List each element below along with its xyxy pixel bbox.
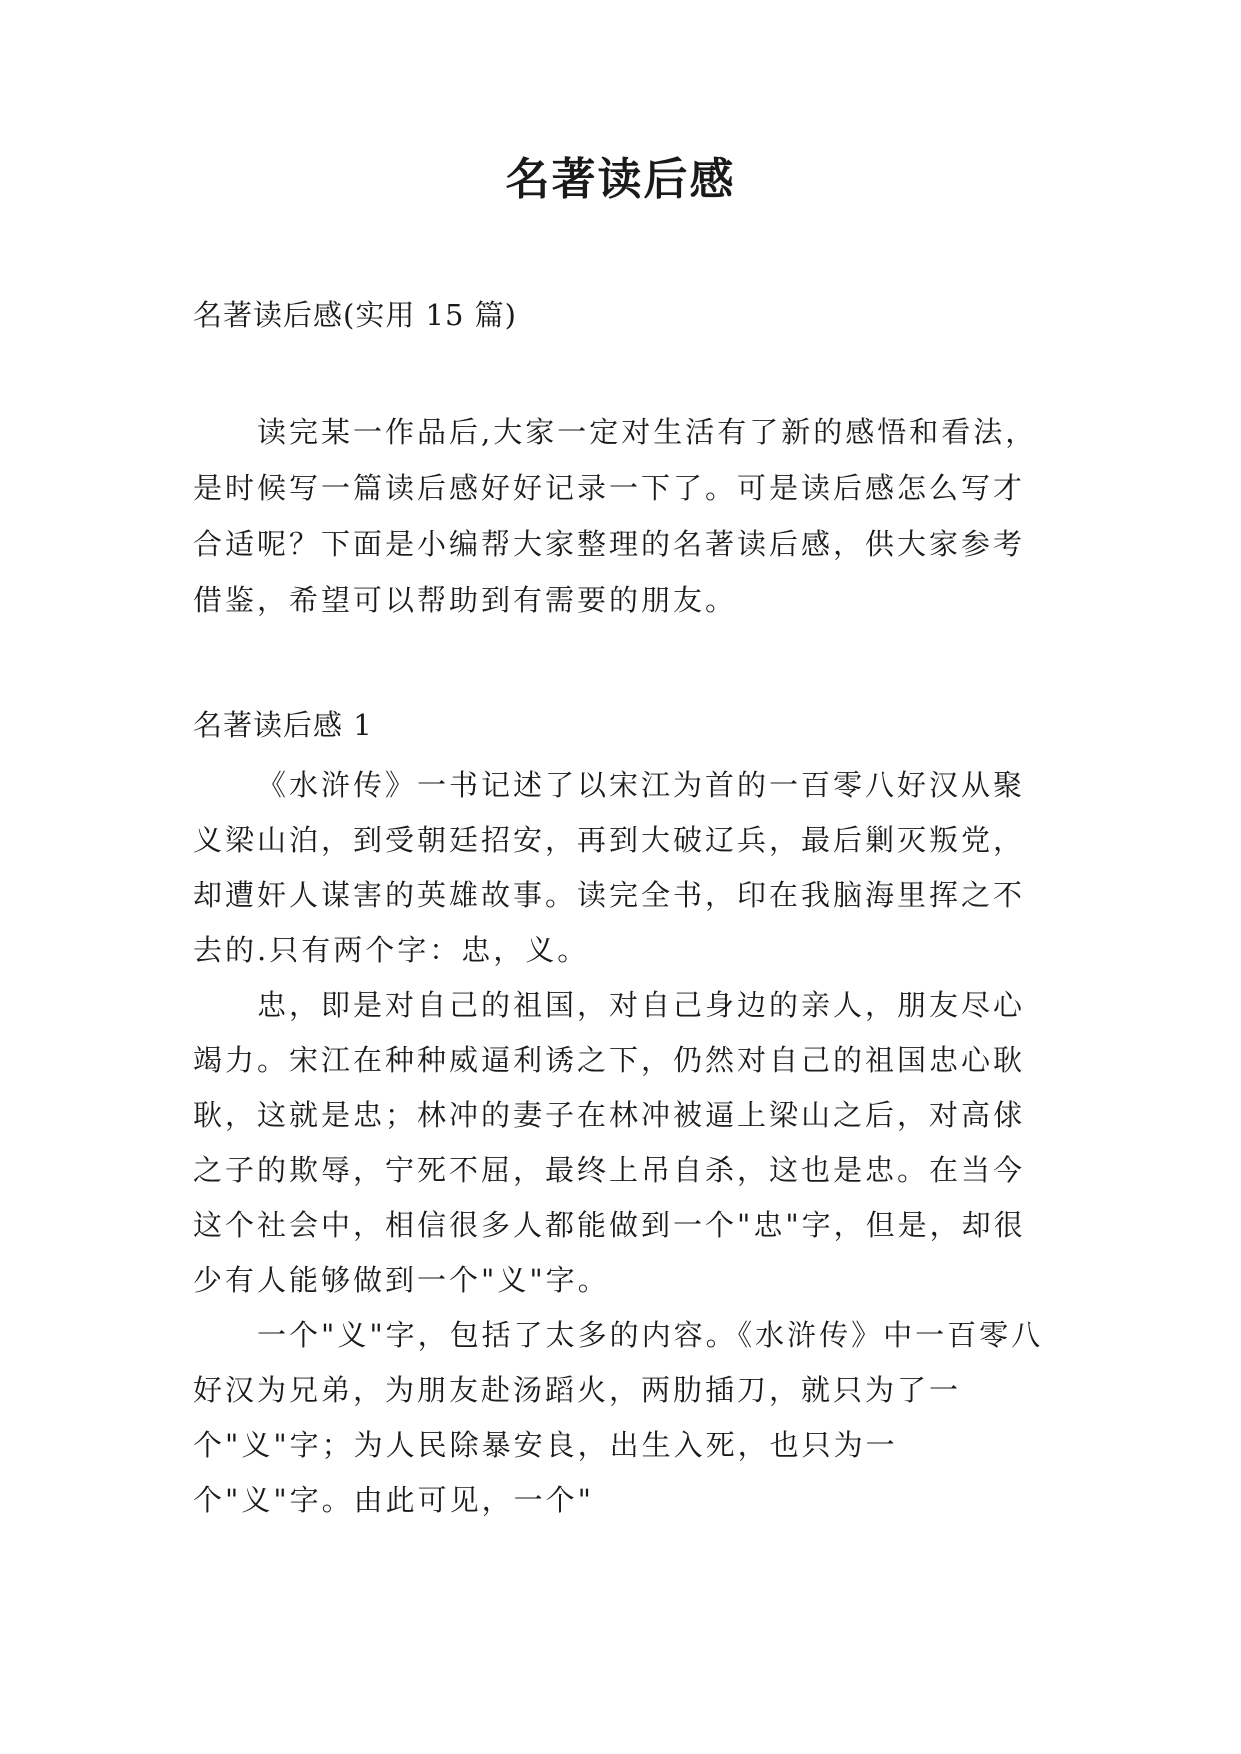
- body-paragraph-3: 一个"义"字，包括了太多的内容。《水浒传》中一百零八好汉为兄弟，为朋友赴汤蹈火，两肋插刀，就只为了一个"义"字；为人民除暴安良，出生入死，也只为一个"义"字。由此可见，一个": [193, 1318, 1044, 1517]
- document-subtitle: 名著读后感(实用 15 篇): [193, 298, 517, 332]
- intro-paragraph: 读完某一作品后,大家一定对生活有了新的感悟和看法，是时候写一篇读后感好好记录一下了。可是读后感怎么写才合适呢？下面是小编帮大家整理的名著读后感，供大家参考借鉴，希望可以帮助到有需要的朋友。: [193, 415, 1038, 617]
- section-heading: 名著读后感 1: [193, 708, 373, 742]
- section-body: [193, 758, 1053, 1528]
- body-paragraph-1: 《水浒传》一书记述了以宋江为首的一百零八好汉从聚义梁山泊，到受朝廷招安，再到大破辽兵，最后剿灭叛党，却遭奸人谋害的英雄故事。读完全书，印在我脑海里挥之不去的.只有两个字：忠，义。: [193, 768, 1026, 967]
- body-paragraph-2: 忠，即是对自己的祖国，对自己身边的亲人，朋友尽心竭力。宋江在种种威逼利诱之下，仍然对自己的祖国忠心耿耿，这就是忠；林冲的妻子在林冲被逼上梁山之后，对高俅之子的欺辱，宁死不屈，最终上吊自杀，这也是忠。在当今这个社会中，相信很多人都能做到一个"忠"字，但是，却很少有人能够做到一个"义"字。: [193, 988, 1026, 1297]
- document-title: 名著读后感: [505, 154, 736, 205]
